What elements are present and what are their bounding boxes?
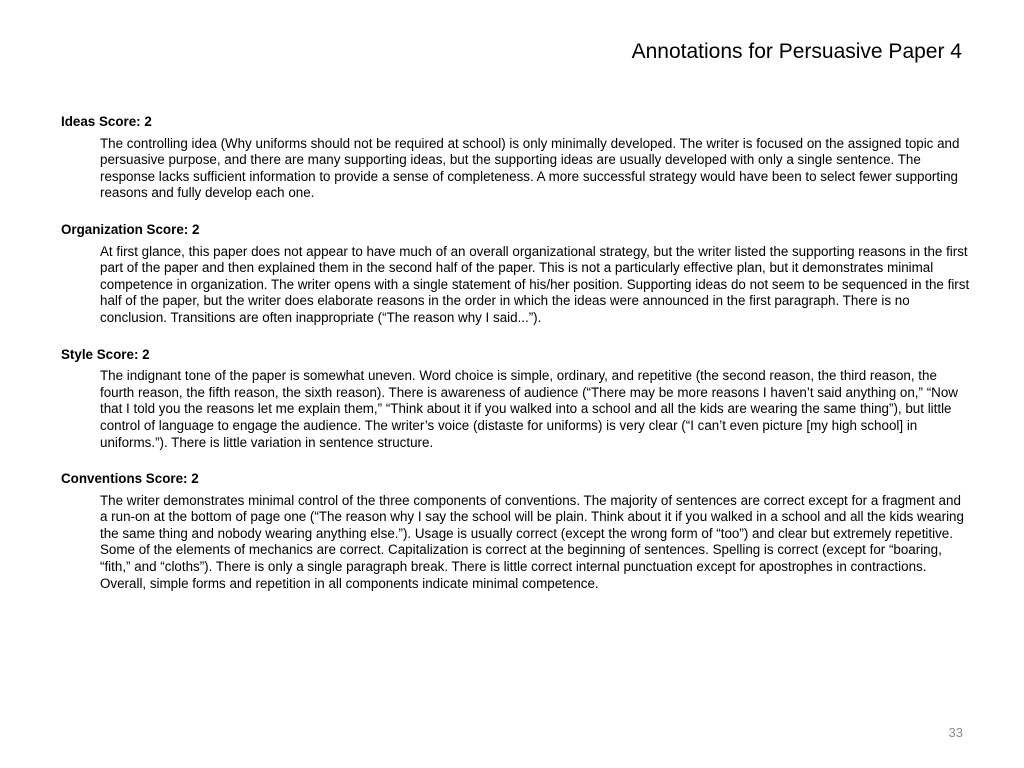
conventions-annotation-text: The writer demonstrates minimal control of the three components of conventions. The majority of sentences are correct except for a fragment and a run-on at the bottom of page one (“The reason why I say the school will be plain. Think about it if you walked in a school and all the kids wearing the same thing and nobody wearing anything else.”). Usage is usually correct (except the wrong form of “too”) and clear but extremely repetitive. Some of the elements of mechanics are correct. Capitalization is correct at the beginning of sentences. Spelling is correct (except for “boaring, “fith,” and “cloths”). There is only a single paragraph break. There is little correct internal punctuation except for apostrophes in contractions. Overall, simple forms and repetition in all components indicate minimal competence. <box>100 492 964 591</box>
organization-section <box>61 222 971 327</box>
style-score-heading: Style Score: 2 <box>61 346 150 362</box>
style-section <box>61 347 971 452</box>
ideas-annotation-text: The controlling idea (Why uniforms should not be required at school) is only minimally developed. The writer is focused on the assigned topic and persuasive purpose, and there are many supporting ideas, but the supporting ideas are usually developed with only a single sentence. The response lacks sufficient information to provide a sense of completeness. A more successful strategy would have been to select fewer supporting reasons and fully develop each one. <box>100 135 960 201</box>
slide-number: 33 <box>948 725 963 740</box>
slide-title: Annotations for Persuasive Paper 4 <box>631 40 962 63</box>
annotations-content <box>61 114 971 612</box>
style-annotation-text: The indignant tone of the paper is somewhat uneven. Word choice is simple, ordinary, and repetitive (the second reason, the third reason, the fourth reason, the fifth reason, the sixth reason). There is awareness of audience (“There may be more reasons I haven’t said anything on,” “Now that I told you the reasons let me explain them,” “Think about it if you walked into a school and all the kids are wearing the same thing”), but little control of language to engage the audience. The writer’s voice (distaste for uniforms) is very clear (“I can’t even picture [my high school] in uniforms.”). There is little variation in sentence structure. <box>100 368 958 450</box>
conventions-section <box>61 471 971 592</box>
organization-annotation-text: At first glance, this paper does not appear to have much of an overall organizational strategy, but the writer listed the supporting reasons in the first part of the paper and then explained them in the second half of the paper. This is not a particularly effective plan, but it demonstrates minimal competence in organization. The writer opens with a single statement of his/her position. Supporting ideas do not seem to be sequenced in the first half of the paper, but the writer does elaborate reasons in the order in which the ideas were announced in the first paragraph. There is no conclusion. Transitions are often inappropriate (“The reason why I said...”). <box>100 243 970 325</box>
ideas-section <box>61 114 971 202</box>
ideas-score-heading: Ideas Score: 2 <box>61 114 152 129</box>
organization-score-heading: Organization Score: 2 <box>61 221 200 237</box>
conventions-score-heading: Conventions Score: 2 <box>61 471 199 487</box>
